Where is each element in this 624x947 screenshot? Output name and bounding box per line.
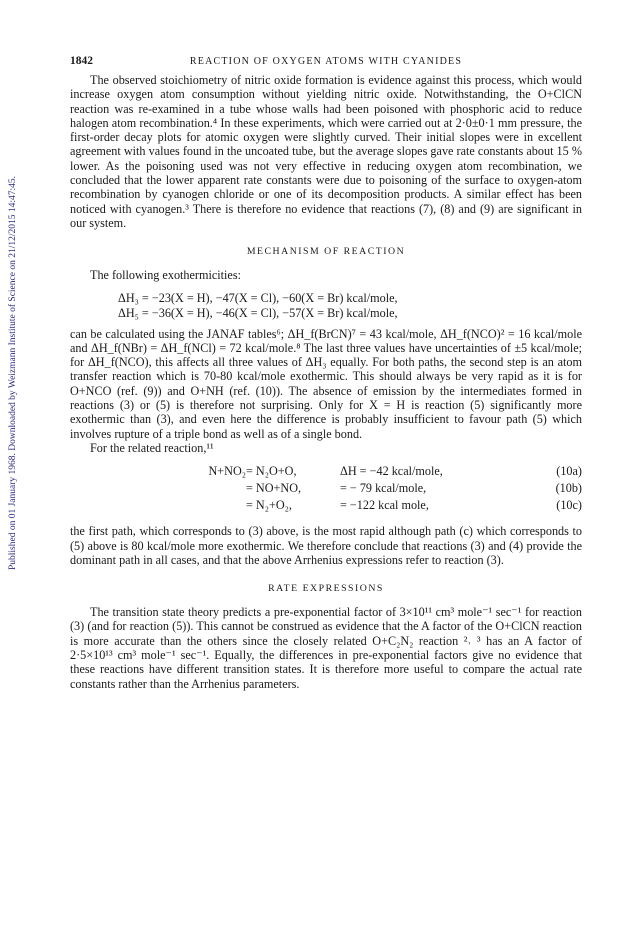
paragraph-stoichiometry: The observed stoichiometry of nitric oxide formation is evidence against this process, which would increase oxygen atom consumption without yielding nitric oxide. Notwithstanding, the O+ClCN reaction was re-examined in a tube whose walls had been poisoned with phosphoric acid to reduce halogen atom recombination.⁴ In these experiments, which were carried out at 2·0±0·1 mm pressure, the first-order decay plots for atomic oxygen were slightly curved. Their initial slopes were in excellent agreement with values found in the uncoated tube, but the average slopes gave rate constants about 15 % lower. As the poisoning used was not very effective in reducing oxygen atom recombination, we concluded that the lower apparent rate constants were due to poisoning of the surface to oxygen-atom recombination by cyanogen chloride or one of its decomposition products. A similar effect has been noticed with cyanogen.³ There is therefore no evidence that reactions (7), (8) and (9) are significant in our system. <box>70 73 582 230</box>
reaction-products: = NO+NO, <box>246 481 302 496</box>
download-notice-text: Published on 01 January 1968. Downloaded by Weizmann Institute of Science on 21/12/2015 14:47:45. <box>8 175 18 571</box>
running-title: REACTION OF OXYGEN ATOMS WITH CYANIDES <box>189 56 463 67</box>
reaction-enthalpy: ΔH = −42 kcal/mole, <box>340 464 443 479</box>
reaction-10a <box>70 464 582 481</box>
equation-delta-h5: ΔH₅ = −36(X = H), −46(X = Cl), −57(X = Br) kcal/mole, <box>118 305 398 320</box>
reaction-enthalpy: = −122 kcal mole, <box>340 498 429 513</box>
reaction-products: = N₂+O₂, <box>246 498 292 513</box>
reaction-label: (10a) <box>556 464 582 479</box>
reaction-label: (10b) <box>555 481 582 496</box>
paragraph-first-path: the first path, which corresponds to (3) above, is the most rapid although path (c) which corresponds to (5) above is 80 kcal/mole more exothermic. We therefore conclude that reactions (3) and (4) provide the dominant path in all cases, and that the above Arrhenius expressions refer to reaction (3). <box>70 524 582 567</box>
reaction-10b <box>70 481 582 498</box>
section-heading-rate: RATE EXPRESSIONS <box>268 583 384 595</box>
equation-delta-h3: ΔH₃ = −23(X = H), −47(X = Cl), −60(X = Br) kcal/mole, <box>118 290 398 305</box>
paragraph-transition-state: The transition state theory predicts a pre-exponential factor of 3×10¹¹ cm³ mole⁻¹ sec⁻¹ for reaction (3) (and for reaction (5)). This cannot be construed as evidence that the A factor of the O+ClCN reaction is more accurate than the others since the closely related O+C₂N₂ reaction ²˒ ³ has an A factor of 2·5×10¹³ cm³ mole⁻¹ sec⁻¹. Equally, the differences in pre-exponential factors give no evidence that these reactions have different transition states. It is therefore more useful to compare the actual rate constants rather than the Arrhenius parameters. <box>70 605 582 691</box>
reaction-equations <box>70 464 582 515</box>
paragraph-exothermicities-intro: The following exothermicities: <box>90 268 241 283</box>
reaction-10c <box>70 498 582 515</box>
section-heading-mechanism: MECHANISM OF REACTION <box>246 246 406 258</box>
reaction-enthalpy: = − 79 kcal/mole, <box>340 481 427 496</box>
reaction-label: (10c) <box>556 498 582 513</box>
paragraph-janaf: can be calculated using the JANAF tables⁶; ΔH_f(BrCN)⁷ = 43 kcal/mole, ΔH_f(NCO)² = 16 kcal/mole and ΔH_f(NBr) = ΔH_f(NCl) = 72 kcal/mole.⁸ The last three values have uncertainties of ±5 kcal/mole; for ΔH_f(NCO), this affects all three values of ΔH₃ equally. For both paths, the second step is an atom transfer reaction which is 70-80 kcal/mole exothermic. This should always be very rapid as it is for O+NCO (ref. (9)) and O+NH (ref. (10)). The absence of emission by the intermediates formed in reactions (3) or (5) is therefore not surprising. Only for X = H is reaction (5) significantly more exothermic than (3), and even here the difference is probably insufficient to favour path (5) which involves rupture of a triple bond as well as of a single bond. <box>70 326 582 441</box>
journal-page <box>70 55 582 691</box>
paragraph-related-reaction: For the related reaction,¹¹ <box>90 440 214 455</box>
page-header <box>70 55 582 73</box>
reaction-products: = N₂O+O, <box>246 464 297 479</box>
download-notice <box>6 145 20 605</box>
page-number: 1842 <box>70 55 93 67</box>
equation-block-exothermicities <box>70 291 582 321</box>
reaction-reactants: N+NO₂ <box>208 464 246 479</box>
